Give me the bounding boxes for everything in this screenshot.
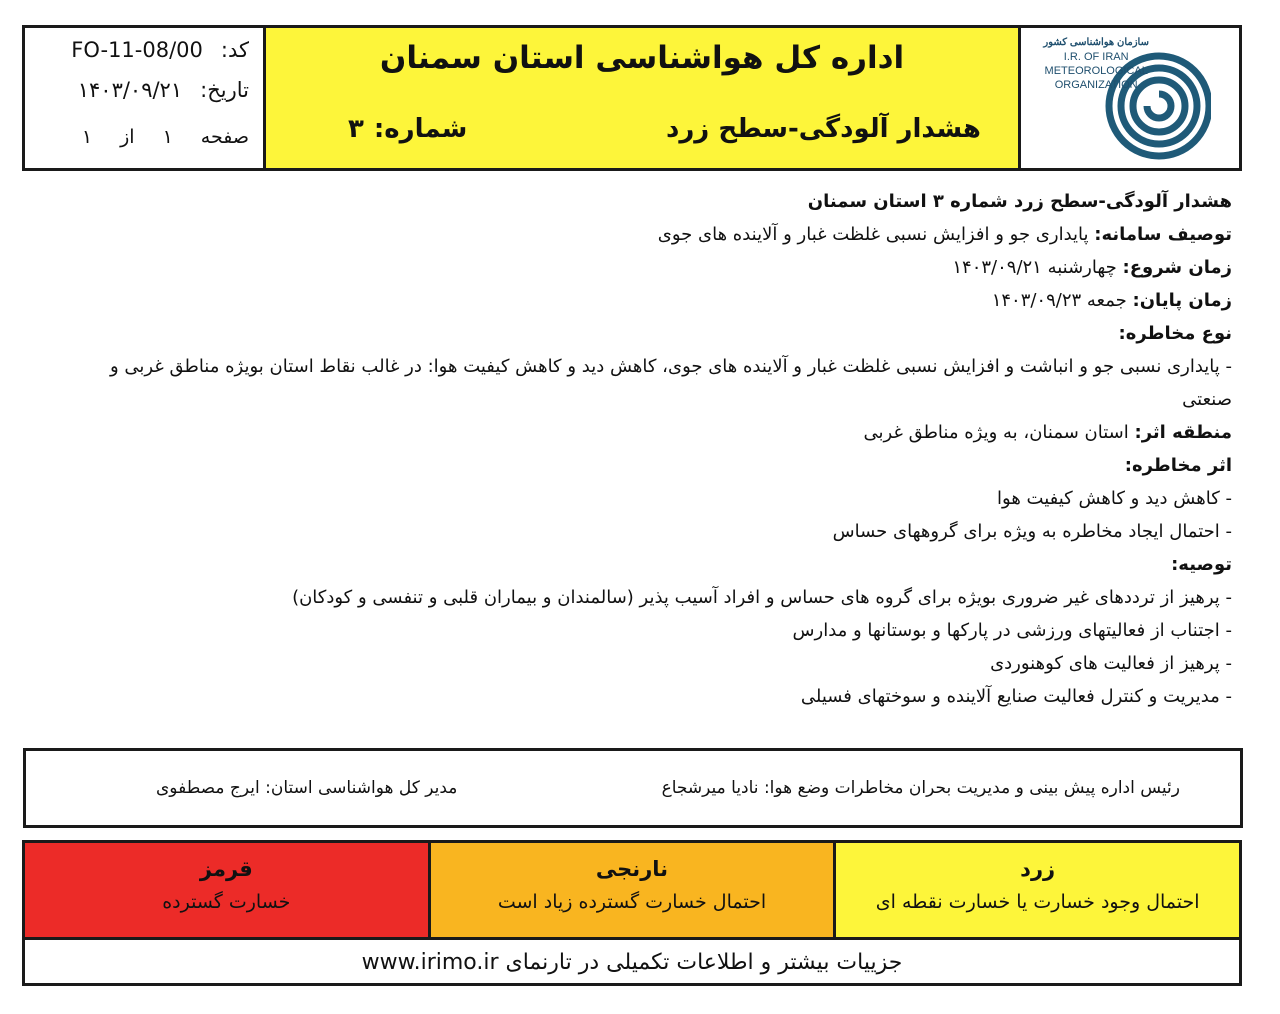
area-row [60, 416, 1232, 449]
forecast-head-label: رئیس اداره پیش بینی و مدیریت بحران مخاطرات وضع هوا: [763, 778, 1180, 798]
impact-item: - احتمال ایجاد مخاطره به ویژه برای گروههای حساس [832, 521, 1232, 542]
page-of: از [120, 126, 135, 148]
logo-text [1043, 36, 1149, 92]
area-label: منطقه اثر: [1134, 422, 1232, 443]
signature-box [23, 748, 1243, 828]
hazard-type-label: نوع مخاطره: [1118, 323, 1232, 344]
document-header [22, 25, 1242, 171]
alert-number-value: ۳ [348, 114, 364, 144]
impact-label: اثر مخاطره: [1124, 455, 1232, 476]
alert-heading: هشدار آلودگی-سطح زرد شماره ۳ استان سمنان [807, 191, 1232, 212]
level-description: احتمال خسارت گسترده زیاد است [497, 891, 767, 913]
start-label: زمان شروع: [1122, 257, 1232, 278]
level-description: احتمال وجود خسارت یا خسارت نقطه ای [875, 891, 1200, 913]
system-label: توصیف سامانه: [1094, 224, 1232, 245]
alert-title: هشدار آلودگی-سطح زرد [666, 114, 981, 144]
title-panel [266, 28, 1021, 168]
forecast-head-signature [662, 778, 1180, 798]
start-row [60, 251, 1232, 284]
start-value: چهارشنبه ۱۴۰۳/۰۹/۲۱ [952, 257, 1117, 278]
advice-item: - مدیریت و کنترل فعالیت صنایع آلاینده و سوختهای فسیلی [800, 686, 1232, 707]
logo-panel [1021, 28, 1239, 168]
logo-line-2: I.R. OF IRAN [1063, 51, 1129, 63]
date-row [78, 78, 249, 102]
alert-number [348, 114, 467, 144]
end-value: جمعه ۱۴۰۳/۰۹/۲۳ [991, 290, 1127, 311]
page-label: صفحه [200, 126, 249, 148]
advice-item: - اجتناب از فعالیتهای ورزشی در پارکها و بوستانها و مدارس [792, 620, 1232, 641]
director-label: مدیر کل هواشناسی استان: [265, 778, 458, 798]
form-meta [25, 28, 266, 168]
hazard-type-line-2: صنعتی [1182, 389, 1232, 410]
level-name: نارنجی [595, 857, 669, 881]
alert-level-legend [22, 840, 1242, 986]
logo-line-4: ORGANIZATION [1054, 79, 1138, 91]
alert-body [60, 185, 1232, 713]
end-row [60, 284, 1232, 317]
page-total: ۱ [81, 126, 93, 148]
level-description: خسارت گسترده [162, 891, 291, 913]
code-row [71, 38, 249, 62]
logo-line-3: METEOROLOGICAL [1044, 65, 1148, 77]
page-current: ۱ [162, 126, 173, 148]
end-label: زمان پایان: [1132, 290, 1232, 311]
date-label: تاریخ: [200, 78, 249, 102]
level-orange [428, 843, 834, 937]
system-value: پایداری جو و افزایش نسبی غلظت غبار و آلاینده های جوی [657, 224, 1089, 245]
alert-number-label: شماره: [373, 114, 468, 144]
level-name: قرمز [199, 857, 253, 881]
system-row [60, 218, 1232, 251]
organization-title: اداره کل هواشناسی استان سمنان [379, 40, 905, 76]
director-signature [156, 778, 457, 798]
advice-label: توصیه: [1171, 554, 1232, 575]
level-red [25, 843, 428, 937]
impact-item: - کاهش دید و کاهش کیفیت هوا [997, 488, 1232, 509]
level-name: زرد [1020, 857, 1056, 881]
area-value: استان سمنان، به ویژه مناطق غربی [863, 422, 1129, 443]
code-value: FO-11-08/00 [71, 38, 203, 62]
hazard-type-line-1: - پایداری نسبی جو و انباشت و افزایش نسبی غلظت غبار و آلاینده های جوی، کاهش دید و کاهش کیفیت هوا: در غالب نقاط استان بویژه مناطق غربی و [109, 356, 1232, 377]
level-row [25, 843, 1239, 940]
forecast-head-name: نادیا میرشجاع [661, 778, 759, 798]
code-label: کد: [220, 38, 249, 62]
advice-item: - پرهیز از ترددهای غیر ضروری بویژه برای گروه های حساس و افراد آسیب پذیر (سالمندان و بیماران قلبی و تنفسی و کودکان) [292, 587, 1232, 608]
director-name: ایرج مصطفوی [156, 778, 260, 798]
date-value: ۱۴۰۳/۰۹/۲۱ [77, 78, 183, 102]
website-note: جزییات بیشتر و اطلاعات تکمیلی در تارنمای www.irimo.ir [361, 950, 903, 975]
level-yellow [833, 843, 1239, 937]
advice-item: - پرهیز از فعالیت های کوهنوردی [990, 653, 1232, 674]
page-row [82, 126, 249, 148]
logo-line-1: سازمان هواشناسی کشور [1043, 37, 1149, 48]
